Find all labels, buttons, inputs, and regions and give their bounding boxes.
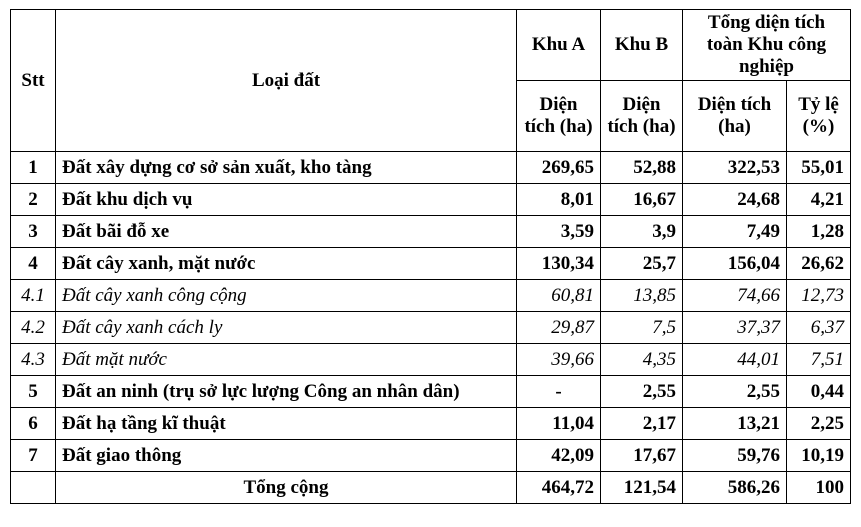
table-row xyxy=(11,376,851,408)
row-stt: 4.2 xyxy=(11,312,56,344)
row-name: Đất bãi đỗ xe xyxy=(56,216,517,248)
row-ratio: 6,37 xyxy=(787,312,851,344)
total-area-a: 464,72 xyxy=(517,472,601,504)
row-area-b: 4,35 xyxy=(601,344,683,376)
row-area-b: 2,17 xyxy=(601,408,683,440)
table-row xyxy=(11,184,851,216)
total-stt-empty xyxy=(11,472,56,504)
row-area-total: 7,49 xyxy=(683,216,787,248)
header-zone-a: Khu A xyxy=(517,10,601,81)
row-stt: 4.3 xyxy=(11,344,56,376)
row-area-a: 29,87 xyxy=(517,312,601,344)
row-stt: 1 xyxy=(11,152,56,184)
row-area-total: 44,01 xyxy=(683,344,787,376)
row-area-a: - xyxy=(517,376,601,408)
header-zone-b: Khu B xyxy=(601,10,683,81)
row-area-b: 3,9 xyxy=(601,216,683,248)
row-name: Đất giao thông xyxy=(56,440,517,472)
row-area-a: 3,59 xyxy=(517,216,601,248)
row-area-b: 2,55 xyxy=(601,376,683,408)
table-row xyxy=(11,248,851,280)
header-area-b: Diện tích (ha) xyxy=(601,81,683,152)
row-area-a: 8,01 xyxy=(517,184,601,216)
row-name: Đất an ninh (trụ sở lực lượng Công an nhân dân) xyxy=(56,376,517,408)
row-name: Đất cây xanh công cộng xyxy=(56,280,517,312)
row-area-b: 25,7 xyxy=(601,248,683,280)
total-ratio: 100 xyxy=(787,472,851,504)
header-area-a: Diện tích (ha) xyxy=(517,81,601,152)
table-row xyxy=(11,280,851,312)
table-row xyxy=(11,152,851,184)
row-ratio: 4,21 xyxy=(787,184,851,216)
total-row xyxy=(11,472,851,504)
row-name: Đất cây xanh, mặt nước xyxy=(56,248,517,280)
row-stt: 6 xyxy=(11,408,56,440)
row-ratio: 10,19 xyxy=(787,440,851,472)
row-ratio: 26,62 xyxy=(787,248,851,280)
row-ratio: 55,01 xyxy=(787,152,851,184)
row-area-total: 59,76 xyxy=(683,440,787,472)
total-area-b: 121,54 xyxy=(601,472,683,504)
header-land-type: Loại đất xyxy=(56,10,517,152)
row-stt: 2 xyxy=(11,184,56,216)
row-name: Đất cây xanh cách ly xyxy=(56,312,517,344)
total-label: Tổng cộng xyxy=(56,472,517,504)
header-stt: Stt xyxy=(11,10,56,152)
row-area-a: 39,66 xyxy=(517,344,601,376)
row-name: Đất mặt nước xyxy=(56,344,517,376)
row-area-b: 7,5 xyxy=(601,312,683,344)
row-name: Đất hạ tầng kĩ thuật xyxy=(56,408,517,440)
row-stt: 3 xyxy=(11,216,56,248)
row-name: Đất khu dịch vụ xyxy=(56,184,517,216)
row-area-total: 322,53 xyxy=(683,152,787,184)
table-row xyxy=(11,216,851,248)
row-area-total: 156,04 xyxy=(683,248,787,280)
total-area-total: 586,26 xyxy=(683,472,787,504)
row-ratio: 12,73 xyxy=(787,280,851,312)
row-area-total: 37,37 xyxy=(683,312,787,344)
row-stt: 5 xyxy=(11,376,56,408)
row-area-b: 52,88 xyxy=(601,152,683,184)
table-row xyxy=(11,344,851,376)
header-total-area-group: Tổng diện tích toàn Khu công nghiệp xyxy=(683,10,851,81)
row-area-a: 11,04 xyxy=(517,408,601,440)
row-area-total: 24,68 xyxy=(683,184,787,216)
row-area-b: 16,67 xyxy=(601,184,683,216)
row-ratio: 7,51 xyxy=(787,344,851,376)
row-ratio: 2,25 xyxy=(787,408,851,440)
row-area-a: 130,34 xyxy=(517,248,601,280)
row-ratio: 1,28 xyxy=(787,216,851,248)
row-area-b: 13,85 xyxy=(601,280,683,312)
table-row xyxy=(11,440,851,472)
row-area-a: 60,81 xyxy=(517,280,601,312)
row-area-total: 13,21 xyxy=(683,408,787,440)
row-area-total: 74,66 xyxy=(683,280,787,312)
row-area-b: 17,67 xyxy=(601,440,683,472)
table-row xyxy=(11,408,851,440)
land-use-table xyxy=(10,9,851,504)
row-stt: 7 xyxy=(11,440,56,472)
row-area-a: 42,09 xyxy=(517,440,601,472)
header-ratio: Tỷ lệ (%) xyxy=(787,81,851,152)
row-name: Đất xây dựng cơ sở sản xuất, kho tàng xyxy=(56,152,517,184)
table-row xyxy=(11,312,851,344)
row-area-total: 2,55 xyxy=(683,376,787,408)
header-area-total: Diện tích (ha) xyxy=(683,81,787,152)
row-stt: 4 xyxy=(11,248,56,280)
row-area-a: 269,65 xyxy=(517,152,601,184)
row-ratio: 0,44 xyxy=(787,376,851,408)
row-stt: 4.1 xyxy=(11,280,56,312)
